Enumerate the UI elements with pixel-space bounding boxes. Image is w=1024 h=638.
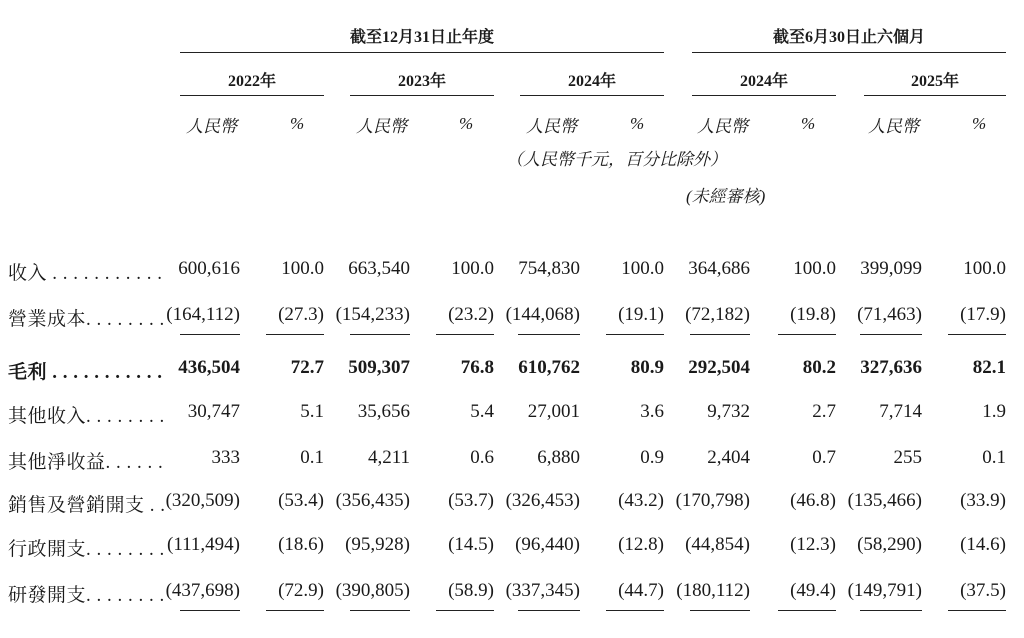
table-cell: (46.8) — [790, 490, 836, 511]
table-cell: (135,466) — [847, 490, 922, 511]
subtotal-rule — [778, 334, 836, 335]
table-cell: 100.0 — [963, 258, 1006, 279]
table-cell: (71,463) — [857, 304, 922, 325]
subtotal-rule — [606, 334, 664, 335]
subtotal-rule — [948, 610, 1006, 611]
subtotal-rule — [180, 334, 240, 335]
table-cell: 364,686 — [688, 258, 750, 279]
row-label: 收入 . . . . . . . . . . . — [8, 263, 163, 284]
period-annual-header: 截至12月31日止年度 — [349, 29, 494, 46]
table-cell: (170,798) — [675, 490, 750, 511]
subtotal-rule — [266, 610, 324, 611]
table-cell: 30,747 — [187, 401, 240, 422]
row-label: 毛利 . . . . . . . . . . . — [8, 362, 163, 383]
table-cell: 327,636 — [860, 357, 922, 378]
table-cell: 27,001 — [527, 401, 580, 422]
table-cell: (72,182) — [685, 304, 750, 325]
table-cell: (144,068) — [505, 304, 580, 325]
year-rule — [350, 95, 494, 96]
subtotal-rule — [350, 610, 410, 611]
table-cell: (14.5) — [448, 534, 494, 555]
table-cell: 4,211 — [367, 447, 410, 468]
unit-rmb: 人民幣 — [526, 117, 577, 136]
subtotal-rule — [860, 610, 922, 611]
table-cell: 100.0 — [793, 258, 836, 279]
year-rule — [864, 95, 1006, 96]
table-cell: (58.9) — [448, 580, 494, 601]
table-cell: (320,509) — [165, 490, 240, 511]
table-cell: 80.9 — [630, 357, 664, 378]
table-cell: (33.9) — [960, 490, 1006, 511]
table-cell: 82.1 — [972, 357, 1006, 378]
period-interim-rule — [692, 52, 1006, 53]
unit-pct: % — [801, 114, 816, 133]
table-cell: 5.1 — [300, 401, 324, 422]
table-cell: 0.1 — [300, 447, 324, 468]
table-cell: (356,435) — [335, 490, 410, 511]
subtotal-rule — [778, 610, 836, 611]
table-cell: (390,805) — [335, 580, 410, 601]
row-label: 研發開支. . . . . . . . — [8, 585, 165, 606]
table-cell: 72.7 — [290, 357, 324, 378]
unit-rmb: 人民幣 — [697, 117, 748, 136]
table-cell: 100.0 — [451, 258, 494, 279]
unit-pct: % — [630, 114, 645, 133]
table-cell: (326,453) — [505, 490, 580, 511]
table-cell: 292,504 — [688, 357, 750, 378]
table-cell: (437,698) — [165, 580, 240, 601]
table-cell: (27.3) — [278, 304, 324, 325]
table-cell: (96,440) — [515, 534, 580, 555]
table-cell: (23.2) — [448, 304, 494, 325]
table-cell: (154,233) — [335, 304, 410, 325]
table-cell: (58,290) — [857, 534, 922, 555]
table-cell: (72.9) — [278, 580, 324, 601]
table-cell: 100.0 — [621, 258, 664, 279]
unaudited-note: (未經審核) — [686, 187, 766, 206]
table-cell: (14.6) — [960, 534, 1006, 555]
table-cell: 0.1 — [982, 447, 1006, 468]
row-label: 其他收入. . . . . . . . — [8, 406, 165, 427]
table-cell: 6,880 — [537, 447, 580, 468]
table-cell: 2.7 — [812, 401, 836, 422]
table-cell: 754,830 — [518, 258, 580, 279]
table-cell: (17.9) — [960, 304, 1006, 325]
subtotal-rule — [266, 334, 324, 335]
table-cell: (53.7) — [448, 490, 494, 511]
subtotal-rule — [518, 334, 580, 335]
year-header: 2024年 — [567, 73, 616, 90]
row-label: 銷售及營銷開支 . . — [8, 495, 166, 516]
row-label: 其他淨收益. . . . . . — [8, 452, 164, 473]
table-cell: (180,112) — [676, 580, 750, 601]
table-cell: (37.5) — [960, 580, 1006, 601]
subtotal-rule — [690, 334, 750, 335]
table-cell: 76.8 — [460, 357, 494, 378]
table-cell: (18.6) — [278, 534, 324, 555]
table-cell: (149,791) — [847, 580, 922, 601]
table-cell: 0.6 — [470, 447, 494, 468]
table-cell: (53.4) — [278, 490, 324, 511]
year-rule — [520, 95, 664, 96]
table-cell: 35,656 — [357, 401, 410, 422]
unit-pct: % — [972, 114, 987, 133]
unit-rmb: 人民幣 — [356, 117, 407, 136]
subtotal-rule — [436, 334, 494, 335]
unit-pct: % — [459, 114, 474, 133]
table-cell: (43.2) — [618, 490, 664, 511]
table-cell: (95,928) — [345, 534, 410, 555]
subtotal-rule — [860, 334, 922, 335]
unit-note: （人民幣千元，百分比除外） — [506, 150, 727, 169]
subtotal-rule — [180, 610, 240, 611]
table-cell: (337,345) — [505, 580, 580, 601]
unit-rmb: 人民幣 — [868, 117, 919, 136]
year-header: 2022年 — [227, 73, 276, 90]
table-cell: (44,854) — [685, 534, 750, 555]
table-cell: 1.9 — [982, 401, 1006, 422]
table-cell: 610,762 — [518, 357, 580, 378]
year-header: 2023年 — [397, 73, 446, 90]
table-cell: 509,307 — [348, 357, 410, 378]
subtotal-rule — [606, 610, 664, 611]
unit-pct: % — [290, 114, 305, 133]
table-cell: (111,494) — [167, 534, 240, 555]
table-cell: 3.6 — [640, 401, 664, 422]
table-cell: (12.3) — [790, 534, 836, 555]
table-cell: (164,112) — [166, 304, 240, 325]
unit-rmb: 人民幣 — [186, 117, 237, 136]
table-cell: (19.1) — [618, 304, 664, 325]
table-cell: 2,404 — [707, 447, 750, 468]
subtotal-rule — [690, 610, 750, 611]
row-label: 營業成本. . . . . . . . — [8, 309, 165, 330]
subtotal-rule — [948, 334, 1006, 335]
subtotal-rule — [436, 610, 494, 611]
row-label: 行政開支. . . . . . . . — [8, 539, 165, 560]
year-header: 2025年 — [910, 73, 959, 90]
period-annual-rule — [180, 52, 664, 53]
table-cell: (49.4) — [790, 580, 836, 601]
table-cell: (12.8) — [618, 534, 664, 555]
year-rule — [692, 95, 836, 96]
table-cell: 255 — [893, 447, 922, 468]
table-cell: 600,616 — [178, 258, 240, 279]
table-cell: 0.7 — [812, 447, 836, 468]
table-cell: (19.8) — [790, 304, 836, 325]
table-cell: 399,099 — [860, 258, 922, 279]
table-cell: 663,540 — [348, 258, 410, 279]
table-cell: 7,714 — [879, 401, 922, 422]
table-cell: 436,504 — [178, 357, 240, 378]
table-cell: 0.9 — [640, 447, 664, 468]
table-cell: 100.0 — [281, 258, 324, 279]
table-cell: 5.4 — [470, 401, 494, 422]
table-cell: 80.2 — [802, 357, 836, 378]
year-header: 2024年 — [739, 73, 788, 90]
period-interim-header: 截至6月30日止六個月 — [772, 29, 925, 46]
table-cell: 333 — [211, 447, 240, 468]
subtotal-rule — [518, 610, 580, 611]
year-rule — [180, 95, 324, 96]
table-cell: 9,732 — [707, 401, 750, 422]
table-cell: (44.7) — [618, 580, 664, 601]
subtotal-rule — [350, 334, 410, 335]
